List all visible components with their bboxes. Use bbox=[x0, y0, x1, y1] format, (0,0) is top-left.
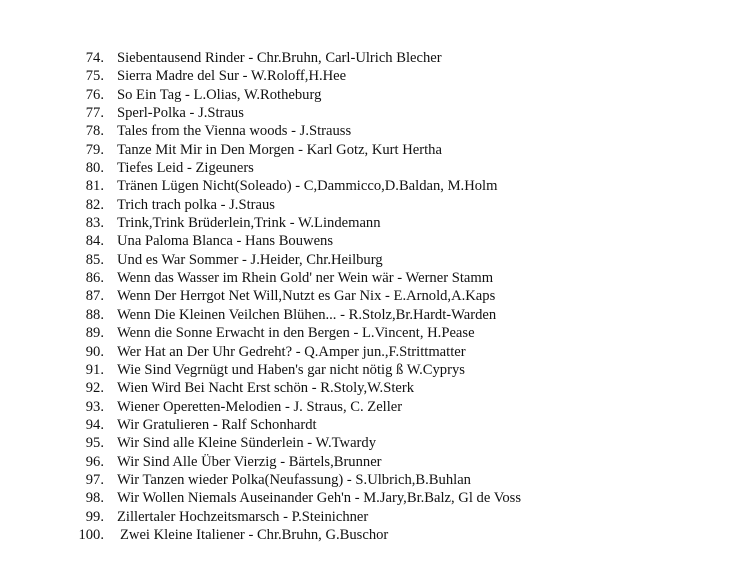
entry-title: Wir Tanzen wieder Polka(Neufassung) - S.Ulbrich,B.Buhlan bbox=[117, 471, 471, 488]
entry-number: 80. bbox=[85, 160, 104, 177]
entry-number: 84. bbox=[85, 233, 104, 250]
entry-number: 86. bbox=[85, 270, 104, 287]
entry-number: 97. bbox=[85, 471, 104, 488]
entry-number: 89. bbox=[85, 325, 104, 342]
entry-title: Trink,Trink Brüderlein,Trink - W.Lindemann bbox=[117, 215, 381, 232]
entry-number: 94. bbox=[85, 416, 104, 433]
entry-number: 96. bbox=[85, 453, 104, 470]
entry-title: Una Paloma Blanca - Hans Bouwens bbox=[117, 233, 334, 250]
entry-number: 79. bbox=[85, 141, 104, 158]
entry-number: 77. bbox=[85, 105, 104, 122]
entry-number: 87. bbox=[85, 288, 104, 305]
entry-title: Siebentausend Rinder - Chr.Bruhn, Carl-Ulrich Blecher bbox=[117, 50, 442, 66]
entry-title: So Ein Tag - L.Olias, W.Rotheburg bbox=[117, 86, 322, 103]
entry-title: Trich trach polka - J.Straus bbox=[117, 196, 275, 213]
entry-title: Sierra Madre del Sur - W.Roloff,H.Hee bbox=[117, 68, 347, 85]
entry-number: 98. bbox=[85, 490, 104, 507]
entry-title: Tiefes Leid - Zigeuners bbox=[117, 160, 254, 177]
entry-number: 85. bbox=[85, 251, 104, 268]
entry-title: Wenn Der Herrgot Net Will,Nutzt es Gar Nix - E.Arnold,A.Kaps bbox=[117, 288, 496, 305]
entry-number: 76. bbox=[85, 86, 104, 103]
entry-title: Tränen Lügen Nicht(Soleado) - C,Dammicco,D.Baldan, M.Holm bbox=[117, 178, 498, 195]
entry-title: Wiener Operetten-Melodien - J. Straus, C. Zeller bbox=[117, 398, 403, 415]
entry-title: Wir Gratulieren - Ralf Schonhardt bbox=[117, 416, 317, 433]
entry-title: Tales from the Vienna woods - J.Strauss bbox=[117, 123, 352, 140]
entry-title: Wir Sind alle Kleine Sünderlein - W.Twardy bbox=[117, 435, 376, 452]
entry-title: Sperl-Polka - J.Straus bbox=[117, 105, 244, 122]
entry-title: Wer Hat an Der Uhr Gedreht? - Q.Amper jun.,F.Strittmatter bbox=[117, 343, 466, 360]
entry-title: Wien Wird Bei Nacht Erst schön - R.Stoly,W.Sterk bbox=[117, 380, 415, 397]
entry-number: 78. bbox=[85, 123, 104, 140]
entry-title: Zillertaler Hochzeitsmarsch - P.Steinichner bbox=[117, 508, 369, 525]
entry-number: 91. bbox=[85, 361, 104, 378]
entry-title: Wenn das Wasser im Rhein Gold' ner Wein wär - Werner Stamm bbox=[117, 270, 494, 287]
entry-number: 81. bbox=[85, 178, 104, 195]
entry-number: 93. bbox=[85, 398, 104, 415]
entry-title: Wir Sind Alle Über Vierzig - Bärtels,Brunner bbox=[117, 453, 382, 470]
entry-number: 90. bbox=[85, 343, 104, 360]
entry-title: Tanze Mit Mir in Den Morgen - Karl Gotz, Kurt Hertha bbox=[117, 141, 442, 158]
entry-title: Wenn die Sonne Erwacht in den Bergen - L.Vincent, H.Pease bbox=[117, 325, 475, 342]
entry-number: 99. bbox=[85, 508, 104, 525]
entry-title: Wir Wollen Niemals Auseinander Geh'n - M.Jary,Br.Balz, Gl de Voss bbox=[117, 490, 522, 507]
entry-number: 82. bbox=[85, 196, 104, 213]
entry-number: 92. bbox=[85, 380, 104, 397]
entry-number: 95. bbox=[85, 435, 104, 452]
entry-number: 100. bbox=[78, 526, 104, 543]
entry-number: 88. bbox=[85, 306, 104, 323]
entry-number: 75. bbox=[85, 68, 104, 85]
entry-number: 83. bbox=[85, 215, 104, 232]
entry-title: Wenn Die Kleinen Veilchen Blühen... - R.Stolz,Br.Hardt-Warden bbox=[117, 306, 497, 323]
entry-title: Zwei Kleine Italiener - Chr.Bruhn, G.Buschor bbox=[120, 526, 389, 543]
entry-title: Wie Sind Vegrnügt und Haben's gar nicht nötig ß W.Cyprys bbox=[117, 361, 465, 378]
entry-title: Und es War Sommer - J.Heider, Chr.Heilburg bbox=[117, 251, 383, 268]
entry-number: 74. bbox=[85, 50, 104, 66]
